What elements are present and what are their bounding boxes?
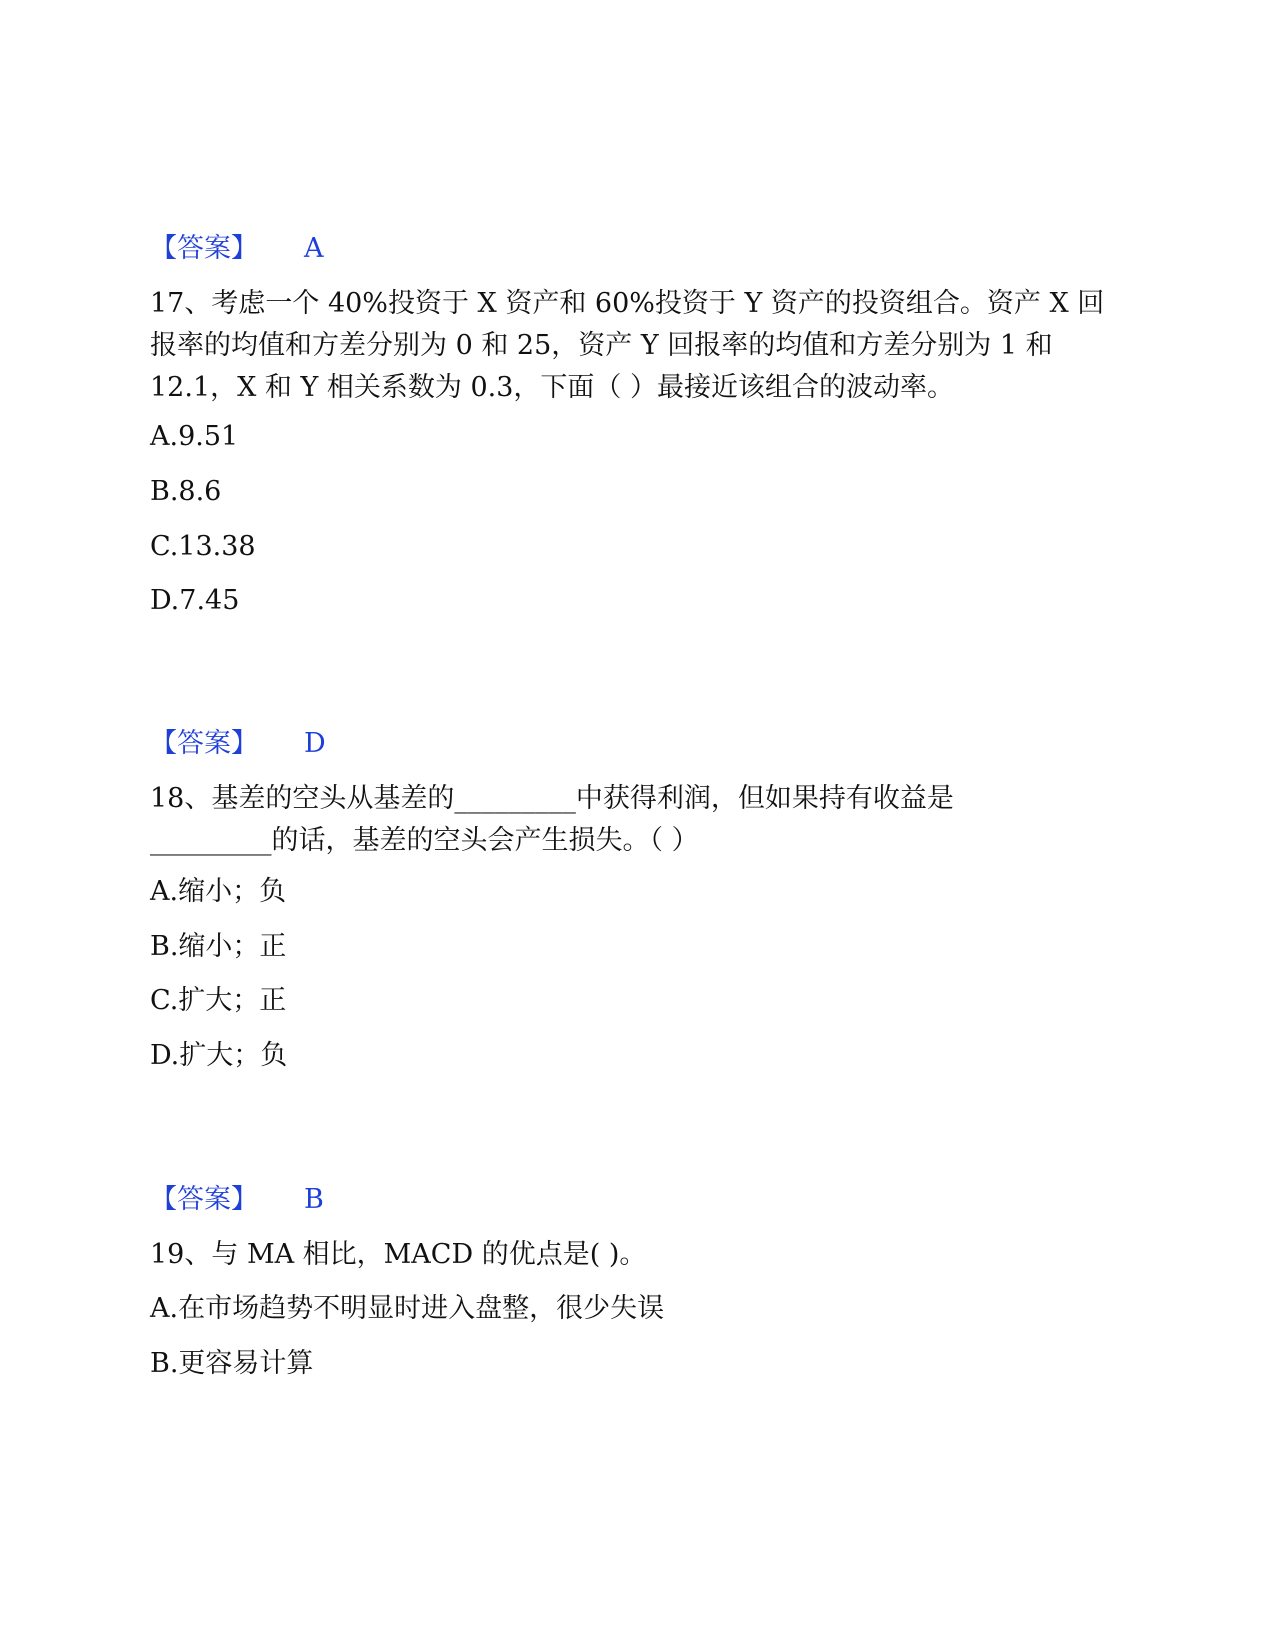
answer-value: B: [304, 1184, 324, 1215]
question-line: 报率的均值和方差分别为 0 和 25，资产 Y 回报率的均值和方差分别为 1 和: [150, 330, 1053, 361]
question-17-option-d: D.7.45: [150, 585, 240, 616]
question-19-option-a: A.在市场趋势不明显时进入盘整，很少失误: [150, 1293, 665, 1324]
question-17-option-c: C.13.38: [150, 531, 256, 562]
question-line: 12.1，X 和 Y 相关系数为 0.3，下面（ ）最接近该组合的波动率。: [150, 372, 955, 403]
answer-line-18: [150, 1183, 324, 1217]
question-19-text: [150, 1234, 1110, 1276]
question-18-option-a: A.缩小；负: [150, 876, 287, 907]
question-17-option-a: A.9.51: [150, 421, 239, 452]
answer-label: 【答案】: [150, 728, 258, 759]
answer-line-17: [150, 727, 326, 761]
question-17-text: [150, 283, 1110, 409]
answer-label: 【答案】: [150, 233, 258, 264]
question-line: 17、考虑一个 40%投资于 X 资产和 60%投资于 Y 资产的投资组合。资产 X 回: [150, 288, 1105, 319]
question-18-option-d: D.扩大；负: [150, 1040, 288, 1071]
question-19-option-b: B.更容易计算: [150, 1348, 314, 1379]
question-17-option-b: B.8.6: [150, 476, 222, 507]
answer-line-16: [150, 232, 324, 266]
question-line: _________的话，基差的空头会产生损失。（ ）: [150, 825, 699, 856]
answer-value: D: [304, 728, 326, 759]
question-18-option-c: C.扩大；正: [150, 985, 287, 1016]
answer-label: 【答案】: [150, 1184, 258, 1215]
question-18-text: [150, 778, 1110, 862]
question-line: 19、与 MA 相比，MACD 的优点是( )。: [150, 1239, 647, 1270]
question-18-option-b: B.缩小；正: [150, 931, 287, 962]
answer-value: A: [304, 233, 324, 264]
question-line: 18、基差的空头从基差的_________中获得利润，但如果持有收益是: [150, 783, 954, 814]
